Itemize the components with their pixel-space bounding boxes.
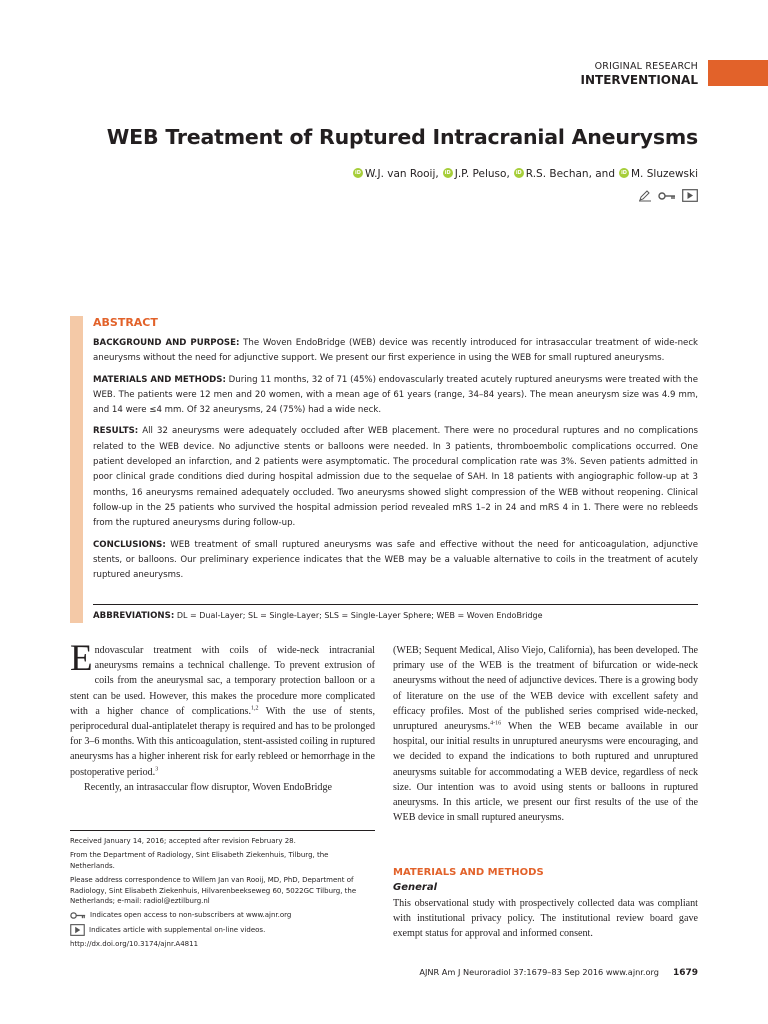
orcid-icon[interactable] xyxy=(443,168,453,178)
drop-cap: E xyxy=(70,638,93,679)
abstract-content xyxy=(93,316,698,589)
footnote-received: Received January 14, 2016; accepted after revision February 28. xyxy=(70,837,296,845)
body-paragraph xyxy=(393,643,698,825)
footnote-correspondence: Please address correspondence to Willem Jan van Rooij, MD, PhD, Department of Radiology, Sint Elisabeth Ziekenhuis, Hilvarenbeekseweg 60, 5022GC Tilburg, the Netherlands; e-mail: radiol@eztilburg.nl xyxy=(70,876,357,906)
pencil-icon[interactable] xyxy=(638,190,652,202)
article-icons xyxy=(638,189,698,202)
footnote-open-access xyxy=(70,910,375,920)
key-icon[interactable] xyxy=(658,191,676,201)
section-line-2: INTERVENTIONAL xyxy=(580,73,698,87)
author-list xyxy=(353,168,698,180)
section-line-1: ORIGINAL RESEARCH xyxy=(594,61,698,72)
body-text: ndovascular treatment with coils of wide-neck intracranial aneurysms remains a technical challenge. To prevent extrusion of coils from the aneurysmal sac, a temporary protection balloon or a stent can be used. However, this makes the procedure more complicated with a higher chance of complications. xyxy=(70,645,375,717)
orcid-icon[interactable] xyxy=(514,168,524,178)
footnote-text: Indicates article with supplemental on-line videos. xyxy=(89,925,266,934)
abstract-side-bar xyxy=(70,316,83,623)
body-text: (WEB; Sequent Medical, Aliso Viejo, California), has been developed. The primary use of the WEB is the treatment of bifurcation or wide-neck aneurysms without the need of adjunctive devices. There is a growing body of literature on the use of the WEB device with excellent safety and efficacy profiles. Most of the published series comprised wide-necked, unruptured aneurysms. xyxy=(393,645,698,733)
abstract-text: The Woven EndoBridge (WEB) device was recently introduced for intrasaccular treatment of wide-neck aneurysms without the need for adjunctive support. We present our first experience in using the WEB for small ruptured aneurysms. xyxy=(93,338,699,364)
author-name: R.S. Bechan xyxy=(525,168,589,180)
footnotes xyxy=(70,836,375,953)
abstract-text: During 11 months, 32 of 71 (45%) endovascularly treated acutely ruptured aneurysms were treated with the WEB. The patients were 12 men and 20 women, with a mean age of 61 years (range, 34–84 years). The mean aneurysm size was 4.9 mm, and 14 were ≤4 mm. Of 32 aneurysms, 24 (75%) had a wide neck. xyxy=(93,374,698,416)
subsection-heading: General xyxy=(393,882,437,893)
body-text: When the WEB became available in our hospital, our initial results in unruptured aneurysms were encouraging, and we decided to expand the indications to both ruptured and unruptured aneurysms suitable for accommodating a WEB device, regardless of neck size. Our intention was to avoid using stents or balloons in ruptured aneurysms. In this article, we present our first results of the use of the WEB device in small ruptured aneurysms. xyxy=(393,721,698,824)
orcid-icon[interactable] xyxy=(619,168,629,178)
footnote-text: Indicates open access to non-subscribers at www.ajnr.org xyxy=(90,911,292,920)
author-name: M. Sluzewski xyxy=(631,168,698,180)
author-separator: , and xyxy=(588,168,615,180)
body-column-right-lower xyxy=(393,896,698,942)
article-title: WEB Treatment of Ruptured Intracranial Aneurysms xyxy=(106,125,698,149)
reference-marker[interactable]: 1,2 xyxy=(250,705,259,712)
author-name: J.P. Peluso xyxy=(454,168,507,180)
abstract-lead: CONCLUSIONS: xyxy=(93,539,166,550)
abbreviations-text: DL = Dual-Layer; SL = Single-Layer; SLS = Single-Layer Sphere; WEB = Woven EndoBridge xyxy=(176,611,543,620)
video-play-icon[interactable] xyxy=(682,189,698,202)
author-name: W.J. van Rooij xyxy=(364,168,436,180)
accent-bar xyxy=(708,60,768,86)
body-column-right xyxy=(393,643,698,825)
reference-marker[interactable]: 4-16 xyxy=(490,720,502,727)
footnote-videos xyxy=(70,924,375,936)
body-column-left xyxy=(70,638,375,795)
abstract-text: All 32 aneurysms were adequately occluded after WEB placement. There were no procedural ruptures and no complications related to the WEB device. No adjunctive stents or balloons were needed. In 3 patients, thromboembolic complications occurred. One patient developed an infarction, and 2 patients were asymptomatic. The procedural complication rate was 3%. Seven patients admitted in poor clinical grade conditions died during hospital admission due to the sequelae of SAH. In 18 patients with angiographic follow-up at 3 months, 16 aneurysms remained adequately occluded. Two aneurysms showed slight compression of the WEB without reopening. Clinical follow-up in the 25 patients who survived the hospital admission period revealed mRS 1–2 in 24 and mRS 4 in 1. There were no rebleeds from the ruptured aneurysms during follow-up. xyxy=(93,426,698,529)
footnotes-divider xyxy=(70,830,375,831)
reference-marker[interactable]: 3 xyxy=(155,766,159,773)
abstract-results xyxy=(93,424,698,531)
body-paragraph: This observational study with prospectively collected data was compliant with institutional privacy policy. The institutional review board gave exempt status for approval and informed consent. xyxy=(393,898,698,940)
page-footer xyxy=(419,967,698,978)
doi-link[interactable]: http://dx.doi.org/10.3174/ajnr.A4811 xyxy=(70,939,199,948)
author-separator: , xyxy=(506,168,510,180)
video-play-icon xyxy=(70,924,85,936)
page-number: 1679 xyxy=(672,968,698,978)
key-icon xyxy=(70,911,86,920)
abbreviations-divider xyxy=(93,604,698,605)
journal-citation: AJNR Am J Neuroradiol 37:1679–83 Sep 2016 www.ajnr.org xyxy=(419,967,659,977)
abstract-background xyxy=(93,336,698,367)
orcid-icon[interactable] xyxy=(353,168,363,178)
section-label xyxy=(581,61,699,88)
body-paragraph: Recently, an intrasaccular flow disruptor, Woven EndoBridge xyxy=(84,781,332,793)
abstract-lead: RESULTS: xyxy=(93,426,139,437)
author-separator: , xyxy=(435,168,439,180)
abstract-text: WEB treatment of small ruptured aneurysms was safe and effective without the need for anticoagulation, adjunctive stents, or balloons. Our preliminary experience indicates that the WEB may be a valuable alternative to coils in the treatment of acutely ruptured aneurysms. xyxy=(93,539,699,581)
abstract-lead: BACKGROUND AND PURPOSE: xyxy=(93,338,240,348)
abstract-conclusions xyxy=(93,538,698,584)
abstract-methods xyxy=(93,373,698,419)
abstract-lead: MATERIALS AND METHODS: xyxy=(93,374,226,385)
section-heading: MATERIALS AND METHODS xyxy=(393,867,544,878)
abbreviations-lead: ABBREVIATIONS: xyxy=(93,611,175,621)
body-paragraph xyxy=(70,638,375,780)
abstract-heading: ABSTRACT xyxy=(93,316,158,329)
abbreviations xyxy=(93,611,698,621)
footnote-affiliation: From the Department of Radiology, Sint Elisabeth Ziekenhuis, Tilburg, the Netherlands. xyxy=(70,851,329,870)
body-text: With the use of stents, periprocedural dual-antiplatelet therapy is required and has to be prolonged for 3–6 months. With this anticoagulation, stent-assisted coiling in ruptured aneurysms has a higher inherent risk for early rebleed or hemorrhage in the postoperative period. xyxy=(70,705,375,778)
